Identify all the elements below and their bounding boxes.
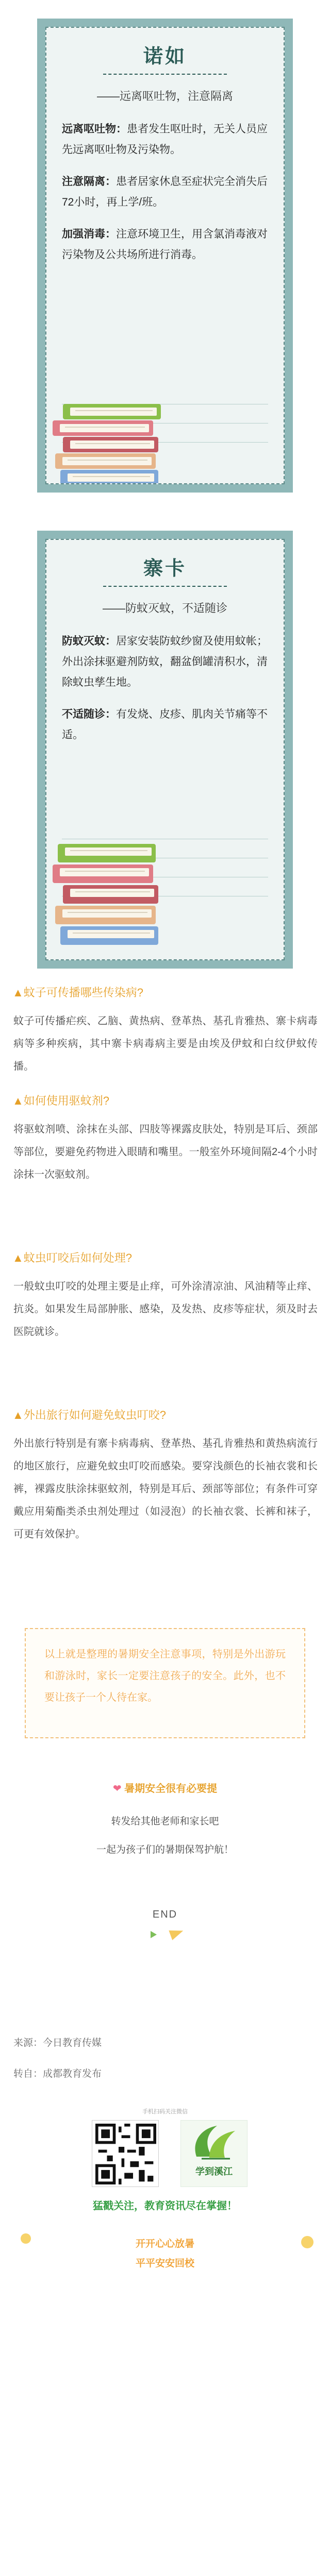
source-line: 来源：今日教育传媒 bbox=[13, 2038, 102, 2048]
section-heading: ▲如何使用驱蚊剂? bbox=[12, 1094, 110, 1107]
triangle-icon: ▲ bbox=[12, 1094, 24, 1107]
triangle-icon: ▲ bbox=[12, 1409, 24, 1421]
end-mark bbox=[0, 1909, 330, 1921]
section-heading: ▲蚊虫叮咬后如何处理? bbox=[12, 1251, 133, 1264]
tag-line: 平平安安回校 bbox=[135, 2258, 194, 2269]
card-item bbox=[62, 119, 268, 160]
section-heading: ▲外出旅行如何避免蚊虫叮咬? bbox=[12, 1409, 167, 1421]
triangle-icon: ▲ bbox=[12, 1251, 24, 1264]
end-label: END bbox=[152, 1909, 178, 1920]
poster-card-zika bbox=[37, 531, 293, 969]
card-item bbox=[62, 224, 268, 265]
closing-headline: ❤ 暑期安全很有必要提 bbox=[112, 1783, 218, 1794]
repost-line: 转自：成都教育发布 bbox=[13, 2069, 102, 2079]
books-stack-icon bbox=[45, 404, 156, 484]
item-text: 患者发生呕吐时，无关人员应先远离呕吐物及污染物。 bbox=[62, 123, 268, 156]
logo-box bbox=[180, 2120, 248, 2187]
title-divider bbox=[103, 74, 227, 75]
leaf-logo-icon bbox=[181, 2121, 248, 2162]
card-subtitle: ——防蚊灭蚊，不适随诊 bbox=[102, 602, 227, 615]
card-item bbox=[62, 631, 268, 693]
item-key: 注意隔离： bbox=[62, 176, 116, 188]
slogan: 猛戳关注，教育资讯尽在掌握！ bbox=[93, 2200, 237, 2212]
small-triangle-icon bbox=[151, 1931, 157, 1938]
item-key: 不适随诊： bbox=[62, 708, 116, 720]
item-key: 防蚊灭蚊： bbox=[62, 635, 116, 647]
section-heading: ▲蚊子可传播哪些传染病? bbox=[12, 986, 144, 999]
section-paragraph: 外出旅行特别是有寨卡病毒病、登革热、基孔肯雅热和黄热病流行的地区旅行，应避免蚊虫叮咬而感染。要穿浅颜色的长袖衣裳和长裤，裸露皮肤涂抹驱蚊剂，特别是耳后、颈部等部位；有条件可穿戴应用菊酯类杀虫剂处理过（如浸泡）的长袖衣裳、长裤和袜子，可更有效保护。 bbox=[13, 1438, 318, 1540]
item-key: 远离呕吐物： bbox=[62, 123, 127, 135]
title-divider bbox=[103, 586, 227, 587]
card-item bbox=[62, 704, 268, 745]
item-text: 患者居家休息至症状完全消失后72小时，再上学/班。 bbox=[62, 176, 268, 208]
books-stack-icon bbox=[45, 844, 156, 957]
card-title: 寨卡 bbox=[143, 557, 187, 580]
poster-card-inner bbox=[45, 539, 285, 960]
closing-line: 转发给其他老师和家长吧 bbox=[111, 1816, 219, 1827]
poster-card-inner bbox=[45, 27, 285, 484]
section-paragraph: 一般蚊虫叮咬的处理主要是止痒，可外涂清凉油、风油精等止痒、抗炎。如果发生局部肿胀、感染，及发热、皮疹等症状，须及时去医院就诊。 bbox=[13, 1281, 318, 1337]
qr-caption: 手机扫码关注微信 bbox=[142, 2109, 188, 2115]
closing-line: 一起为孩子们的暑期保驾护航！ bbox=[96, 1844, 234, 1855]
triangle-icon: ▲ bbox=[12, 986, 24, 999]
item-text: 注意环境卫生，用含氯消毒液对污染物及公共场所进行消毒。 bbox=[62, 228, 268, 261]
card-title: 诺如 bbox=[143, 45, 187, 67]
qr-code-icon bbox=[95, 2124, 156, 2184]
poster-card-norovirus bbox=[37, 19, 293, 493]
card-item bbox=[62, 172, 268, 213]
item-key: 加强消毒： bbox=[62, 228, 116, 240]
tag-line: 开开心心放暑 bbox=[135, 2239, 194, 2249]
paper-plane-icon bbox=[169, 1926, 185, 1940]
card-subtitle: ——远离呕吐物，注意隔离 bbox=[96, 90, 233, 103]
summary-box: 以上就是整理的暑期安全注意事项，特别是外出游玩和游泳时，家长一定要注意孩子的安全。此外，也不要让孩子一个人待在家。 bbox=[25, 1628, 305, 1738]
item-text: 有发烧、皮疹、肌肉关节痛等不适。 bbox=[62, 708, 268, 741]
qr-code[interactable] bbox=[92, 2120, 159, 2187]
logo-text: 学到溪江 bbox=[195, 2166, 233, 2177]
section-paragraph: 将驱蚊剂喷、涂抹在头部、四肢等裸露皮肤处，特别是耳后、颈部等部位，要避免药物进入眼睛和嘴里。一般室外环境间隔2-4个小时涂抹一次驱蚊剂。 bbox=[13, 1124, 318, 1180]
item-text: 居家安装防蚊纱窗及使用蚊帐；外出涂抹驱避剂防蚊，翻盆倒罐清积水，清除蚊虫孳生地。 bbox=[62, 635, 268, 688]
section-paragraph: 蚊子可传播疟疾、乙脑、黄热病、登革热、基孔肯雅热、寨卡病毒病等多种疾病，其中寨卡病毒病主要是由埃及伊蚊和白纹伊蚊传播。 bbox=[13, 1015, 318, 1072]
heart-icon: ❤ bbox=[112, 1783, 122, 1794]
